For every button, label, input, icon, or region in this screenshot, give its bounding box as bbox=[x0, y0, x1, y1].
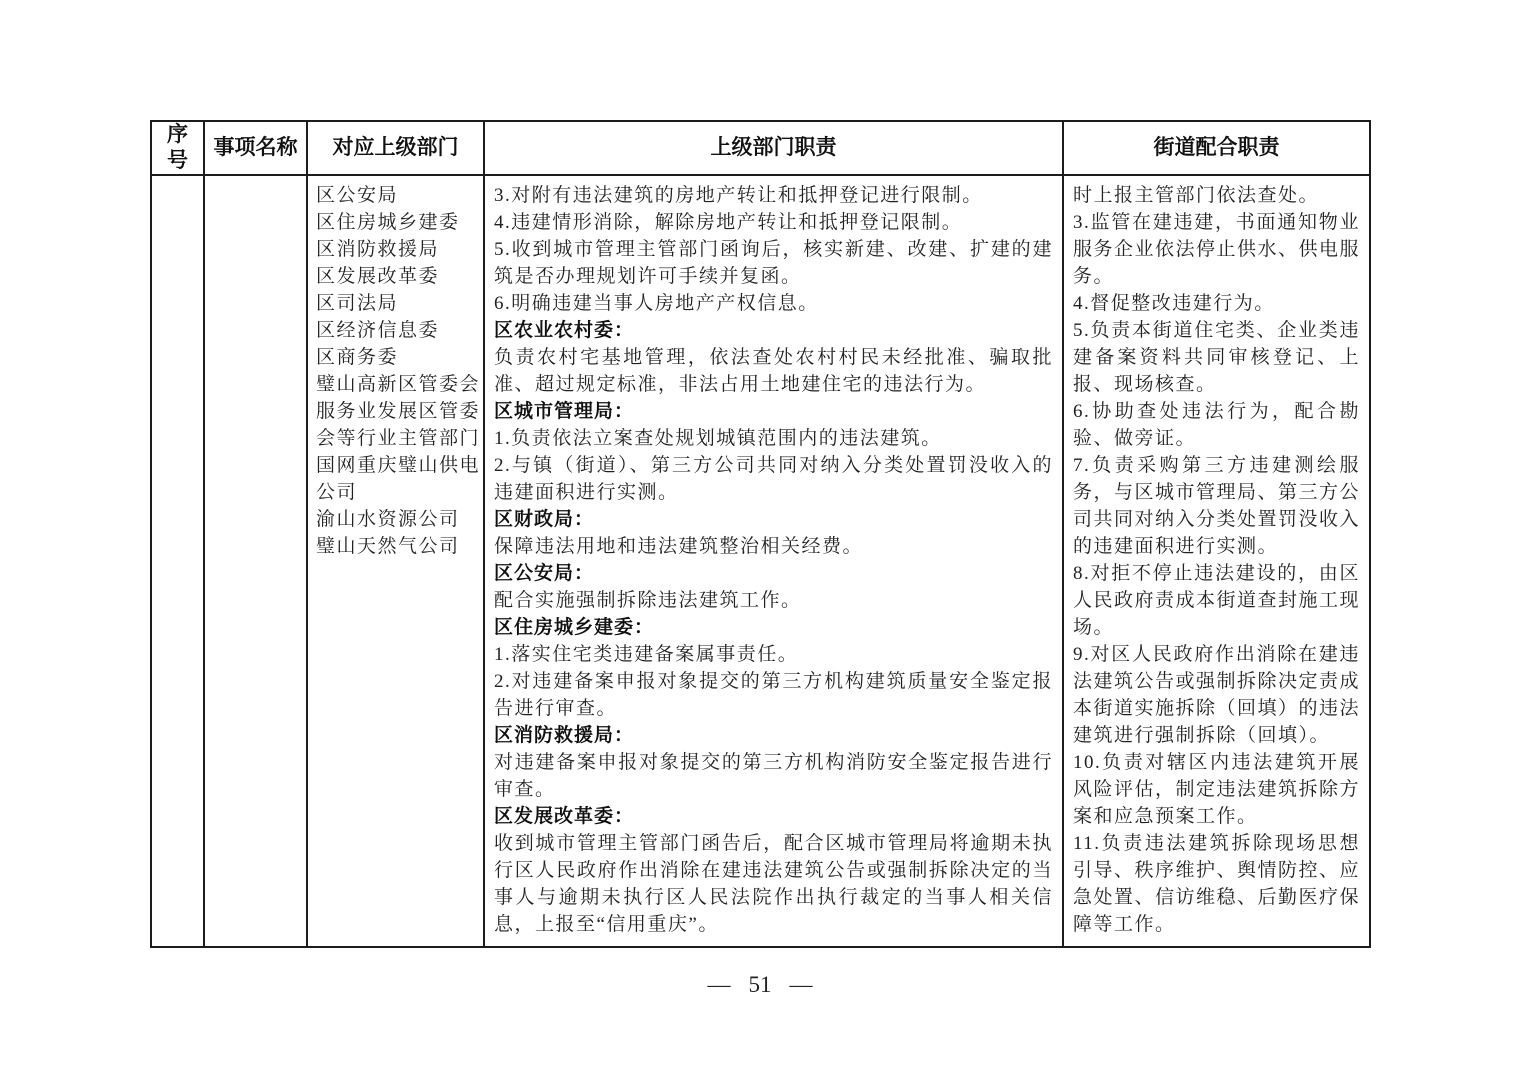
duty-paragraph: 4.违建情形消除，解除房地产转让和抵押登记限制。 bbox=[494, 212, 963, 233]
column-header-superior-departments-label: 对应上级部门 bbox=[332, 136, 459, 159]
duty-paragraph: 5.负责本街道住宅类、企业类违建备案资料共同审核登记、上报、现场核查。 bbox=[1073, 320, 1360, 395]
department-line: 璧山高新区管委会服务业发展区管委会等行业主管部门 bbox=[316, 374, 481, 449]
column-header-street-duties-label: 街道配合职责 bbox=[1153, 136, 1280, 159]
department-line: 渝山水资源公司 bbox=[316, 509, 460, 530]
duty-paragraph: 对违建备案申报对象提交的第三方机构消防安全鉴定报告进行审查。 bbox=[494, 752, 1053, 800]
department-line: 璧山天然气公司 bbox=[316, 536, 460, 557]
duty-paragraph: 10.负责对辖区内违法建筑开展风险评估，制定违法建筑拆除方案和应急预案工作。 bbox=[1073, 752, 1361, 827]
duty-paragraph: 6.协助查处违法行为，配合勘验、做旁证。 bbox=[1073, 401, 1360, 449]
department-heading: 区公安局： bbox=[494, 563, 595, 584]
department-line: 区经济信息委 bbox=[316, 320, 440, 341]
department-heading: 区住房城乡建委： bbox=[494, 617, 655, 638]
cell-superior-departments bbox=[307, 175, 484, 947]
duty-paragraph: 保障违法用地和违法建筑整治相关经费。 bbox=[494, 536, 864, 557]
duties-table bbox=[150, 120, 1371, 948]
column-header-superior-duties bbox=[484, 121, 1063, 175]
column-header-serial-label: 序号 bbox=[166, 123, 188, 172]
department-heading: 区城市管理局： bbox=[494, 401, 635, 422]
column-header-street-duties bbox=[1063, 121, 1370, 175]
department-heading: 区消防救援局： bbox=[494, 725, 635, 746]
duty-paragraph: 3.对附有违法建筑的房地产转让和抵押登记进行限制。 bbox=[494, 185, 983, 206]
page-number: 51 bbox=[748, 972, 772, 997]
duty-paragraph: 6.明确违建当事人房地产产权信息。 bbox=[494, 293, 819, 314]
department-line: 区住房城乡建委 bbox=[316, 212, 460, 233]
department-line: 区司法局 bbox=[316, 293, 399, 314]
duty-paragraph: 收到城市管理主管部门函告后，配合区城市管理局将逾期未执行区人民政府作出消除在建违法建筑公告或强制拆除决定的当事人与逾期未执行区人民法院作出执行裁定的当事人相关信息，上报至“信用重庆”。 bbox=[494, 833, 1053, 935]
duty-paragraph: 负责农村宅基地管理，依法查处农村村民未经批准、骗取批准、超过规定标准，非法占用土地建住宅的违法行为。 bbox=[494, 347, 1053, 395]
column-header-item-name bbox=[204, 121, 307, 175]
footer-dash-right: — bbox=[789, 972, 813, 997]
duty-paragraph: 配合实施强制拆除违法建筑工作。 bbox=[494, 590, 802, 611]
column-header-serial bbox=[151, 121, 204, 175]
duty-paragraph: 2.与镇（街道）、第三方公司共同对纳入分类处置罚没收入的违建面积进行实测。 bbox=[494, 455, 1053, 503]
cell-superior-duties bbox=[484, 175, 1063, 947]
department-heading: 区农业农村委： bbox=[494, 320, 635, 341]
page-footer bbox=[0, 972, 1520, 998]
duty-paragraph: 5.收到城市管理主管部门函询后，核实新建、改建、扩建的建筑是否办理规划许可手续并复函。 bbox=[494, 239, 1053, 287]
header-row bbox=[151, 121, 1370, 175]
department-heading: 区发展改革委： bbox=[494, 806, 635, 827]
column-header-superior-duties-label: 上级部门职责 bbox=[710, 136, 837, 159]
table-row bbox=[151, 175, 1370, 947]
cell-serial bbox=[151, 175, 204, 947]
column-header-superior-departments bbox=[307, 121, 484, 175]
duty-paragraph: 时上报主管部门依法查处。 bbox=[1073, 185, 1320, 206]
duty-paragraph: 3.监管在建违建，书面通知物业服务企业依法停止供水、供电服务。 bbox=[1073, 212, 1361, 287]
duty-paragraph: 11.负责违法建筑拆除现场思想引导、秩序维护、舆情防控、应急处置、信访维稳、后勤医疗保障等工作。 bbox=[1073, 833, 1361, 935]
duty-paragraph: 9.对区人民政府作出消除在建违法建筑公告或强制拆除决定责成本街道实施拆除（回填）的违法建筑进行强制拆除（回填）。 bbox=[1073, 644, 1361, 746]
duty-paragraph: 8.对拒不停止违法建设的，由区人民政府责成本街道查封施工现场。 bbox=[1073, 563, 1361, 638]
footer-dash-left: — bbox=[707, 972, 731, 997]
department-line: 区消防救援局 bbox=[316, 239, 440, 260]
duty-paragraph: 1.负责依法立案查处规划城镇范围内的违法建筑。 bbox=[494, 428, 942, 449]
department-heading: 区财政局： bbox=[494, 509, 595, 530]
department-line: 区商务委 bbox=[316, 347, 399, 368]
department-line: 区公安局 bbox=[316, 185, 399, 206]
department-line: 区发展改革委 bbox=[316, 266, 440, 287]
department-line: 国网重庆璧山供电公司 bbox=[316, 455, 481, 503]
duty-paragraph: 7.负责采购第三方违建测绘服务，与区城市管理局、第三方公司共同对纳入分类处置罚没收入的违建面积进行实测。 bbox=[1073, 455, 1361, 557]
duty-paragraph: 4.督促整改违建行为。 bbox=[1073, 293, 1275, 314]
duty-paragraph: 2.对违建备案申报对象提交的第三方机构建筑质量安全鉴定报告进行审查。 bbox=[494, 671, 1053, 719]
cell-item-name bbox=[204, 175, 307, 947]
column-header-item-name-label: 事项名称 bbox=[213, 136, 298, 159]
cell-street-duties bbox=[1063, 175, 1370, 947]
duty-paragraph: 1.落实住宅类违建备案属事责任。 bbox=[494, 644, 799, 665]
